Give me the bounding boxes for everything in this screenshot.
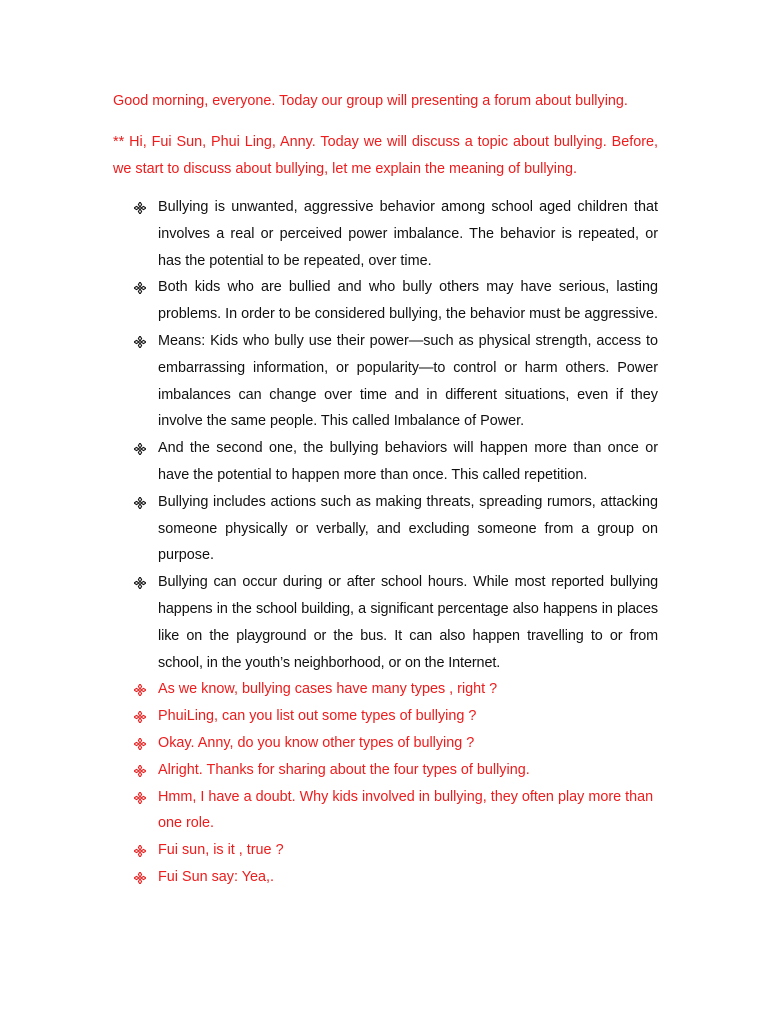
- list-item-text: Alright. Thanks for sharing about the four types of bullying.: [158, 761, 530, 778]
- list-item-text: Means: Kids who bully use their power—such as physical strength, access to embarrassing information, or popularity—to control or harm others. Power imbalances can change over time and in different situations, even if they involve the same people. This called Imbalance of Power.: [158, 332, 658, 430]
- list-item: [0, 569, 658, 676]
- list-item: [0, 676, 658, 703]
- four-diamond-bullet-icon: [134, 202, 146, 214]
- list-item: [0, 757, 658, 784]
- list-item-text: Fui sun, is it , true ?: [158, 842, 284, 859]
- four-diamond-bullet-icon: [134, 577, 146, 589]
- list-item-text: Fui Sun say: Yea,.: [158, 868, 275, 885]
- four-diamond-bullet-icon: [134, 845, 146, 857]
- list-item: [0, 864, 658, 891]
- four-diamond-bullet-icon: [134, 765, 146, 777]
- list-item-text: Hmm, I have a doubt. Why kids involved in bullying, they often play more than one role.: [158, 788, 654, 832]
- list-item-text: And the second one, the bullying behaviors will happen more than once or have the potential to happen more than once. This called repetition.: [158, 440, 658, 483]
- list-item: [0, 730, 658, 757]
- list-item: [0, 435, 658, 489]
- list-item: [0, 274, 658, 328]
- intro-paragraph: ** Hi, Fui Sun, Phui Ling, Anny. Today we will discuss a topic about bullying. Before, we start to discuss about bullying, let me explain the meaning of bullying.: [113, 134, 658, 177]
- greeting-line: Good morning, everyone. Today our group will presenting a forum about bullying.: [113, 93, 628, 109]
- list-item: [0, 194, 658, 274]
- four-diamond-bullet-icon: [134, 792, 146, 804]
- list-item: [0, 837, 658, 864]
- four-diamond-bullet-icon: [134, 282, 146, 294]
- list-item-text: Both kids who are bullied and who bully others may have serious, lasting problems. In order to be considered bullying, the behavior must be aggressive.: [158, 279, 658, 323]
- four-diamond-bullet-icon: [134, 336, 146, 348]
- four-diamond-bullet-icon: [134, 872, 146, 884]
- four-diamond-bullet-icon: [134, 684, 146, 696]
- list-item-text: PhuiLing, can you list out some types of bullying ?: [158, 708, 477, 725]
- list-item-text: Bullying can occur during or after school hours. While most reported bullying happens in the school building, a significant percentage also happens in places like on the playground or the bus. It can also happen travelling to or from school, in the youth’s neighborhood, or on the Internet.: [158, 574, 658, 671]
- four-diamond-bullet-icon: [134, 497, 146, 509]
- bullet-list: [0, 194, 768, 891]
- four-diamond-bullet-icon: [134, 738, 146, 750]
- list-item-text: Bullying includes actions such as making threats, spreading rumors, attacking someone physically or verbally, and excluding someone from a group on purpose.: [158, 493, 658, 564]
- list-item: [0, 703, 658, 730]
- list-item: [0, 328, 658, 435]
- list-item: [0, 784, 658, 838]
- list-item-text: As we know, bullying cases have many types , right ?: [158, 681, 498, 698]
- four-diamond-bullet-icon: [134, 443, 146, 455]
- four-diamond-bullet-icon: [134, 711, 146, 723]
- list-item: [0, 489, 658, 569]
- list-item-text: Okay. Anny, do you know other types of bullying ?: [158, 734, 475, 751]
- list-item-text: Bullying is unwanted, aggressive behavior among school aged children that involves a real or perceived power imbalance. The behavior is repeated, or has the potential to be repeated, over time.: [158, 199, 658, 269]
